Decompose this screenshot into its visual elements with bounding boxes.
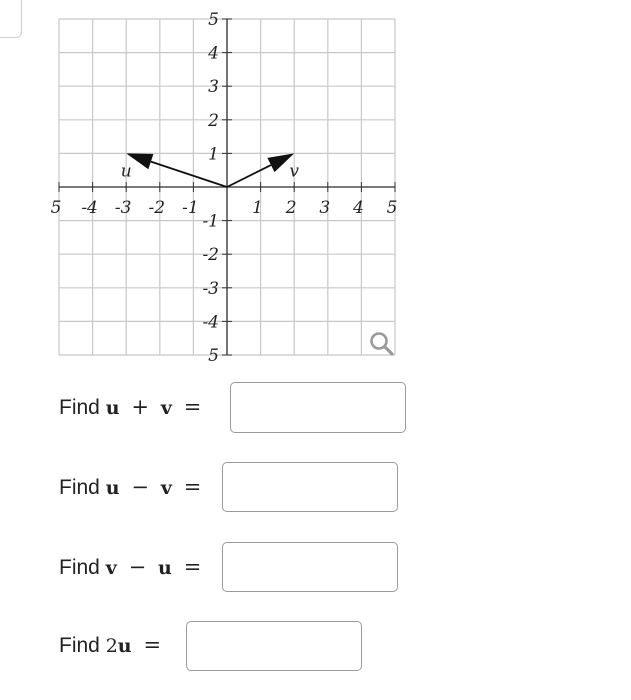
x-tick-label: 2 (285, 198, 297, 218)
vector-u-shaft (151, 162, 227, 187)
y-tick-label: 5 (208, 10, 219, 30)
question-2u (59, 620, 167, 670)
x-tick-label: 4 (352, 198, 364, 218)
magnifier-icon[interactable] (372, 334, 393, 355)
y-tick-label: 3 (208, 77, 219, 98)
x-tick-label: 5 (386, 198, 398, 218)
answer-input-2u[interactable] (186, 621, 362, 671)
axis-ticks (51, 10, 398, 366)
question-label: Find u + v = (59, 394, 202, 419)
y-tick-label: -3 (202, 278, 219, 299)
x-tick-label: -1 (182, 198, 199, 218)
answer-input-v-minus-u[interactable] (222, 542, 398, 592)
vector-u-label: u (120, 161, 132, 182)
question-label: Find v − u = (59, 554, 202, 579)
question-sum (59, 382, 207, 432)
corner-tab[interactable] (0, 0, 22, 38)
x-tick-label: -2 (148, 198, 166, 218)
x-tick-label: -3 (114, 198, 132, 218)
y-tick-label: 1 (208, 144, 219, 165)
y-tick-label: 2 (208, 110, 219, 131)
y-tick-label: -1 (202, 211, 219, 232)
y-tick-label: -4 (202, 312, 219, 333)
question-v-minus-u (59, 542, 207, 592)
y-tick-label: 5 (208, 346, 219, 366)
x-tick-label: 3 (319, 198, 331, 218)
x-tick-label: 1 (252, 198, 264, 218)
question-label: Find 2u = (59, 632, 162, 657)
x-tick-label: -4 (81, 198, 98, 218)
x-tick-label: 5 (50, 198, 62, 218)
question-label: Find u − v = (59, 474, 202, 499)
y-tick-label: 4 (208, 43, 219, 64)
y-tick-label: -2 (202, 245, 219, 266)
vector-graph (50, 10, 398, 366)
answer-input-u-minus-v[interactable] (222, 462, 398, 512)
vector-v-shaft (227, 165, 271, 187)
answer-input-u-plus-v[interactable] (230, 382, 406, 433)
vector-v-label: v (289, 161, 300, 182)
question-u-minus-v (59, 462, 207, 512)
